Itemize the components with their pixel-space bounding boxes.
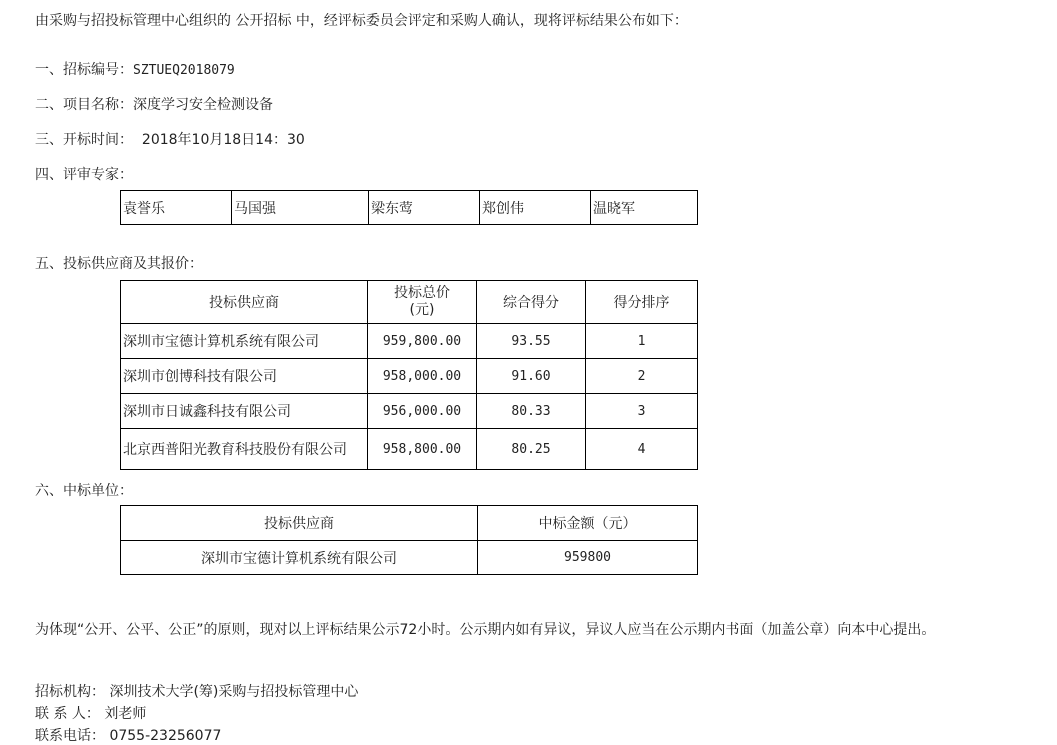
footer-phone-label: 联系电话： bbox=[35, 728, 105, 744]
bidders-table bbox=[120, 280, 698, 470]
supplier-cell bbox=[121, 429, 368, 470]
supplier-cell: 深圳市宝德计算机系统有限公司 bbox=[121, 324, 368, 359]
supplier-cell: 深圳市日诚鑫科技有限公司 bbox=[121, 394, 368, 429]
rank-cell: 2 bbox=[586, 359, 698, 394]
project-name-label: 二、项目名称： bbox=[35, 97, 133, 113]
expert-cell: 郑创伟 bbox=[480, 191, 591, 225]
header-price-line1: 投标总价 bbox=[394, 285, 450, 301]
table-row bbox=[121, 541, 698, 575]
experts-table bbox=[120, 190, 698, 225]
price-cell: 956,000.00 bbox=[368, 394, 477, 429]
winner-label: 六、中标单位： bbox=[35, 483, 133, 499]
price-cell: 958,000.00 bbox=[368, 359, 477, 394]
score-cell: 93.55 bbox=[477, 324, 586, 359]
footer-phone-row bbox=[35, 725, 221, 745]
experts-label: 四、评审专家： bbox=[35, 167, 133, 183]
opening-time-label: 三、开标时间： bbox=[35, 132, 133, 148]
header-amount: 中标金额（元） bbox=[478, 506, 698, 541]
winner-table bbox=[120, 505, 698, 575]
bid-number-value: SZTUEQ2018079 bbox=[133, 63, 235, 78]
opening-time-time: 14：30 bbox=[255, 132, 305, 148]
table-row bbox=[121, 429, 698, 470]
expert-cell: 马国强 bbox=[232, 191, 369, 225]
expert-cell: 梁东莺 bbox=[369, 191, 480, 225]
expert-cell: 袁誉乐 bbox=[121, 191, 232, 225]
footer-contact-row bbox=[35, 703, 146, 723]
intro-text: 由采购与招投标管理中心组织的 公开招标 中，经评标委员会评定和采购人确认，现将评标结果公布如下： bbox=[35, 13, 688, 29]
winner-supplier-cell: 深圳市宝德计算机系统有限公司 bbox=[121, 541, 478, 575]
bidders-label: 五、投标供应商及其报价： bbox=[35, 256, 203, 272]
experts-row bbox=[121, 191, 698, 225]
score-cell: 80.25 bbox=[477, 429, 586, 470]
header-price-line2: (元) bbox=[409, 302, 435, 318]
footer-org-label: 招标机构： bbox=[35, 684, 105, 700]
winner-amount-cell: 959800 bbox=[478, 541, 698, 575]
header-price bbox=[368, 281, 477, 324]
rank-cell: 4 bbox=[586, 429, 698, 470]
notice-text: 为体现“公开、公平、公正”的原则，现对以上评标结果公示72小时。公示期内如有异议，异议人应当在公示期内书面（加盖公章）向本中心提出。 bbox=[35, 622, 936, 638]
supplier-cell-text: 北京西普阳光教育科技股份有限公司 bbox=[123, 442, 347, 458]
footer-org-value: 深圳技术大学(筹)采购与招投标管理中心 bbox=[109, 684, 359, 700]
header-supplier: 投标供应商 bbox=[121, 506, 478, 541]
table-row bbox=[121, 394, 698, 429]
score-cell: 80.33 bbox=[477, 394, 586, 429]
price-cell: 958,800.00 bbox=[368, 429, 477, 470]
footer-org-row bbox=[35, 681, 358, 701]
opening-time-date: 2018年10月18日 bbox=[141, 132, 256, 148]
score-cell: 91.60 bbox=[477, 359, 586, 394]
table-row bbox=[121, 324, 698, 359]
bid-number-label: 一、招标编号： bbox=[35, 62, 133, 78]
project-name-row bbox=[35, 94, 273, 114]
rank-cell: 3 bbox=[586, 394, 698, 429]
footer-contact-value: 刘老师 bbox=[104, 706, 147, 722]
price-cell: 959,800.00 bbox=[368, 324, 477, 359]
footer-phone-value: 0755-23256077 bbox=[109, 728, 222, 744]
winner-header-row bbox=[121, 506, 698, 541]
supplier-cell: 深圳市创博科技有限公司 bbox=[121, 359, 368, 394]
header-score: 综合得分 bbox=[477, 281, 586, 324]
bid-number-row bbox=[35, 59, 235, 79]
table-row bbox=[121, 359, 698, 394]
expert-cell: 温晓军 bbox=[591, 191, 698, 225]
header-supplier: 投标供应商 bbox=[121, 281, 368, 324]
rank-cell: 1 bbox=[586, 324, 698, 359]
opening-time-row bbox=[35, 129, 305, 149]
header-rank: 得分排序 bbox=[586, 281, 698, 324]
bidders-header-row bbox=[121, 281, 698, 324]
footer-contact-label: 联 系 人： bbox=[35, 706, 100, 722]
project-name-value: 深度学习安全检测设备 bbox=[133, 97, 273, 113]
